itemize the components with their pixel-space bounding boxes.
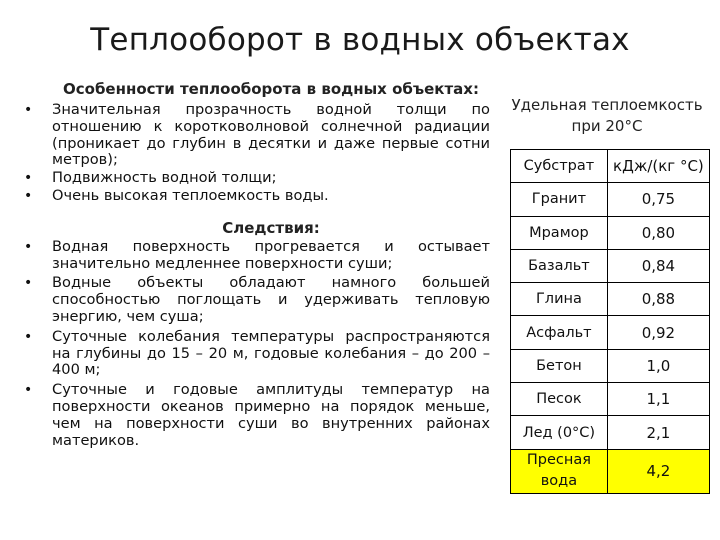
list-item: • Суточные и годовые амплитуды температур на поверхности океанов примерно на порядок меньше, чем на поверхности суши во внутренних районах материков. bbox=[24, 381, 490, 449]
value-cell: 1,1 bbox=[607, 383, 709, 416]
value-cell: 4,2 bbox=[607, 449, 709, 493]
features-list bbox=[22, 102, 490, 205]
table-title bbox=[500, 95, 714, 137]
substrate-cell: Гранит bbox=[511, 183, 608, 216]
heat-capacity-table bbox=[510, 149, 710, 494]
table-row bbox=[511, 249, 710, 282]
list-item: • Подвижность водной толщи; bbox=[24, 169, 277, 187]
list-item: • Водная поверхность прогревается и остывает значительно медленнее поверхности суши; bbox=[24, 237, 490, 272]
table-row bbox=[511, 416, 710, 449]
list-item: • Очень высокая теплоемкость воды. bbox=[24, 186, 329, 204]
column-header-value: кДж/(кг °С) bbox=[607, 150, 709, 183]
substrate-cell: Глина bbox=[511, 283, 608, 316]
table-row bbox=[511, 316, 710, 349]
value-cell: 0,92 bbox=[607, 316, 709, 349]
heat-capacity-panel bbox=[500, 95, 714, 494]
value-cell: 0,84 bbox=[607, 249, 709, 282]
bullet-icon: • bbox=[24, 382, 33, 399]
slide-title: Теплооборот в водных объектах bbox=[90, 22, 630, 58]
value-cell: 0,80 bbox=[607, 216, 709, 249]
substrate-cell: Лед (0°С) bbox=[511, 416, 608, 449]
substrate-cell: Пресная вода bbox=[511, 449, 608, 493]
substrate-cell: Песок bbox=[511, 383, 608, 416]
table-row-highlighted bbox=[511, 449, 710, 493]
column-header-substrate: Субстрат bbox=[511, 150, 608, 183]
substrate-cell: Асфальт bbox=[511, 316, 608, 349]
table-row bbox=[511, 349, 710, 382]
list-item: • Водные объекты обладают намного большей способностью поглощать и удерживать тепловую энергию, чем суша; bbox=[24, 274, 490, 325]
table-title-line2: при 20°С bbox=[571, 117, 643, 135]
list-item: • Значительная прозрачность водной толщи по отношению к коротковолновой солнечной радиации (проникает до глубин в десятки и даже первые сотни метров); bbox=[24, 101, 490, 169]
table-title-line1: Удельная теплоемкость bbox=[511, 96, 703, 114]
table-row bbox=[511, 183, 710, 216]
bullet-icon: • bbox=[24, 170, 33, 187]
substrate-cell: Мрамор bbox=[511, 216, 608, 249]
list-item: • Суточные колебания температуры распространяются на глубины до 15 – 20 м, годовые колебания – до 200 – 400 м; bbox=[24, 327, 490, 379]
value-cell: 0,88 bbox=[607, 283, 709, 316]
text-column bbox=[22, 80, 490, 449]
bullet-icon: • bbox=[24, 328, 33, 345]
substrate-cell: Бетон bbox=[511, 349, 608, 382]
value-cell: 2,1 bbox=[607, 416, 709, 449]
consequences-heading: Следствия: bbox=[222, 218, 320, 237]
substrate-cell: Базальт bbox=[511, 249, 608, 282]
bullet-icon: • bbox=[24, 275, 33, 292]
bullet-icon: • bbox=[24, 238, 33, 255]
bullet-icon: • bbox=[24, 102, 33, 118]
table-row bbox=[511, 383, 710, 416]
features-heading: Особенности теплооборота в водных объектах: bbox=[63, 80, 479, 98]
value-cell: 0,75 bbox=[607, 183, 709, 216]
consequences-list bbox=[22, 239, 490, 450]
table-header-row bbox=[511, 150, 710, 183]
table-row bbox=[511, 216, 710, 249]
table-row bbox=[511, 283, 710, 316]
value-cell: 1,0 bbox=[607, 349, 709, 382]
bullet-icon: • bbox=[24, 187, 33, 204]
